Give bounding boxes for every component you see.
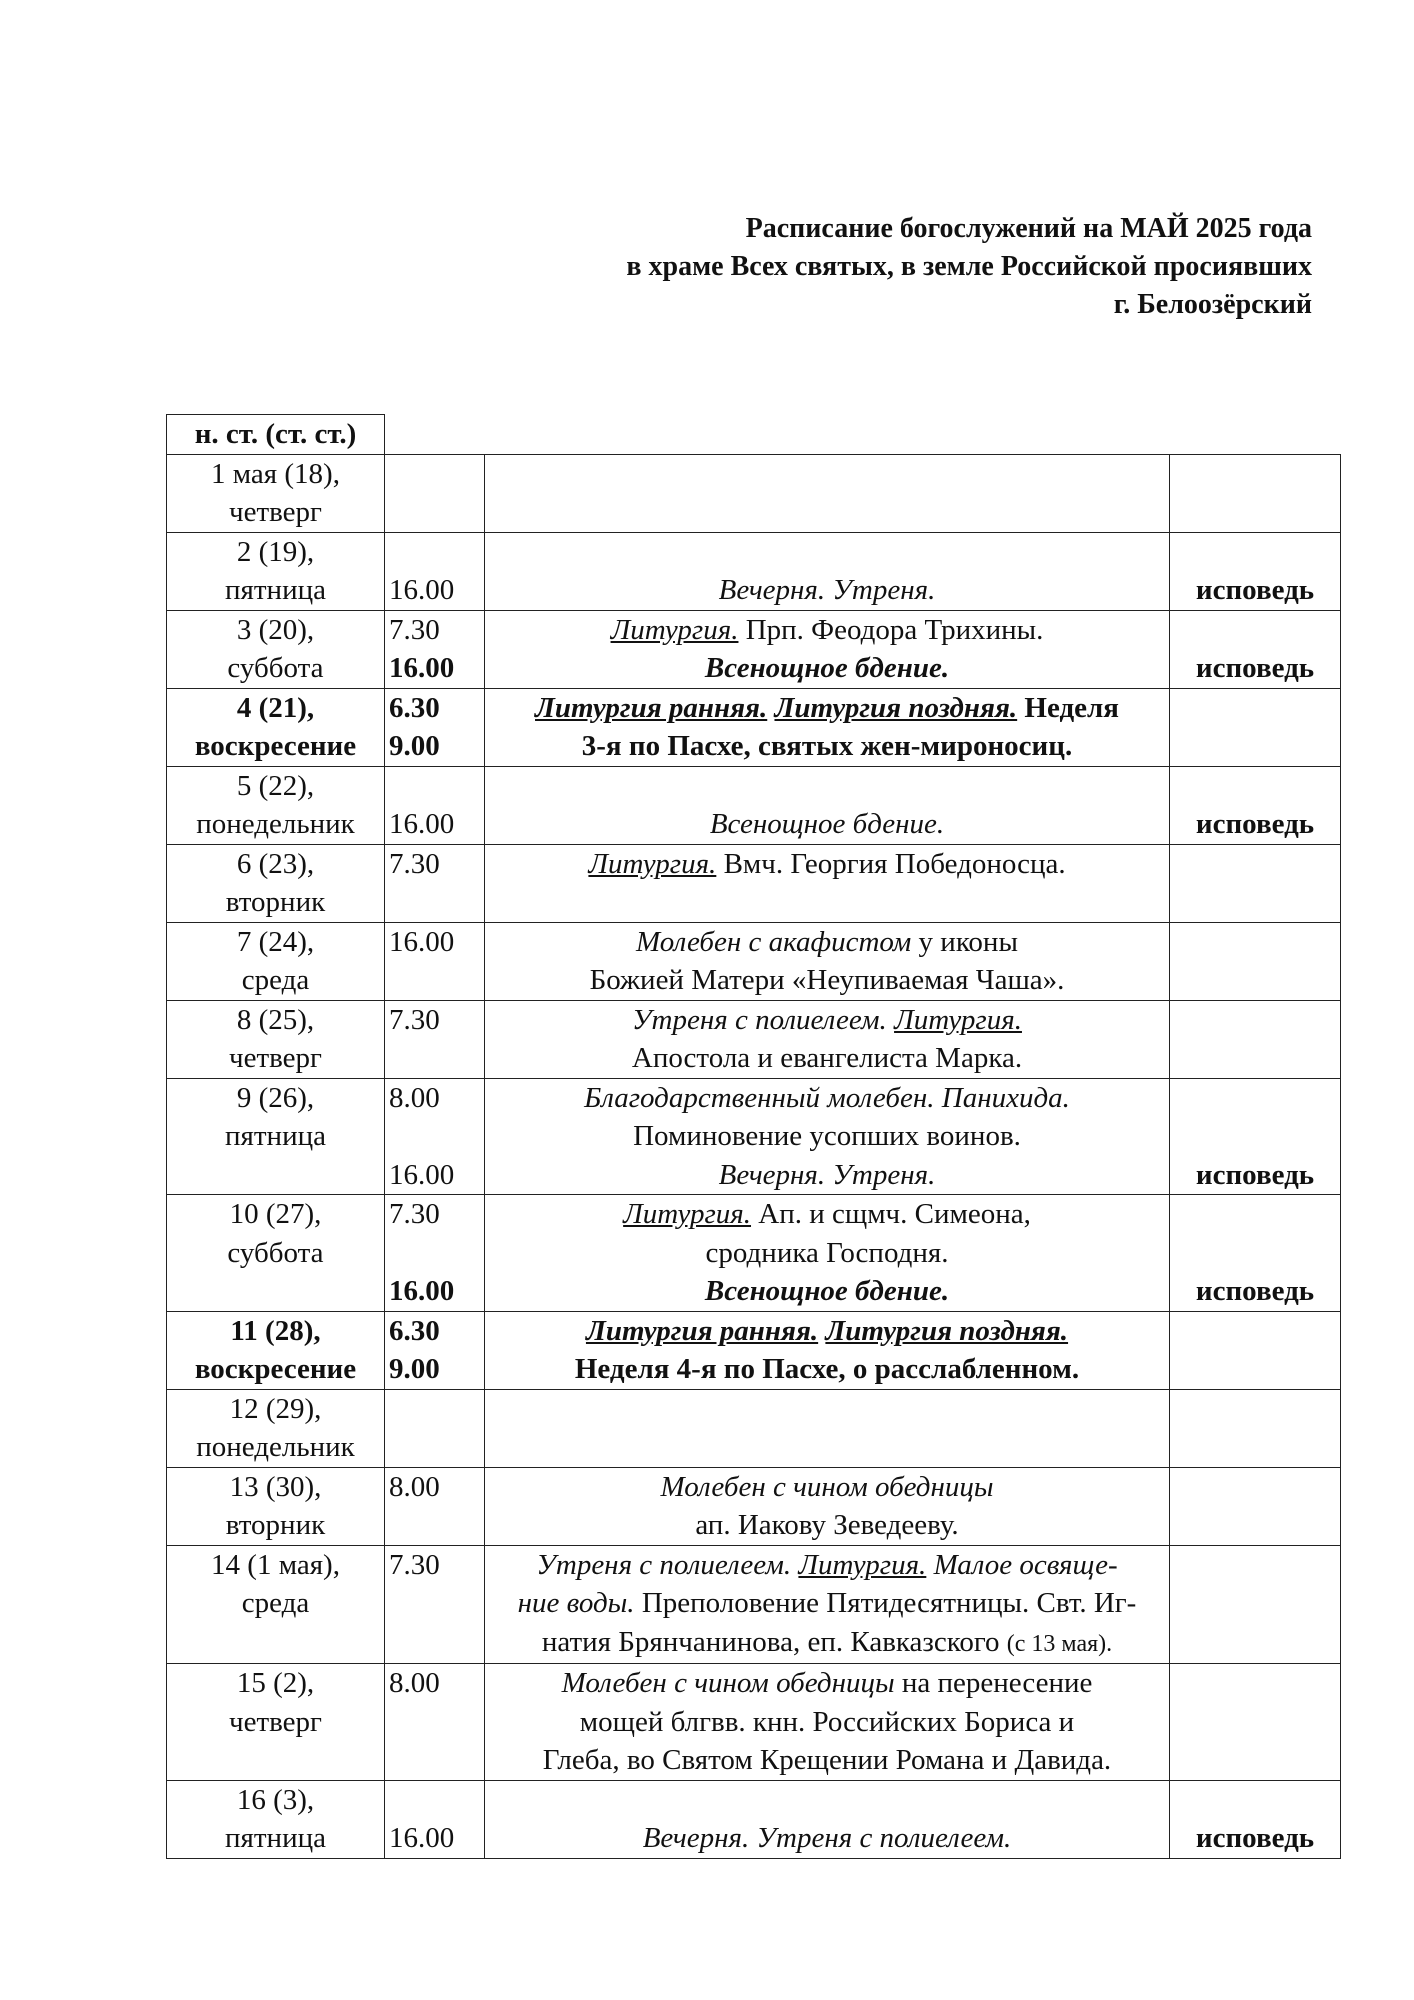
confession-cell [1170, 1311, 1341, 1389]
confession-cell: исповедь [1170, 1078, 1341, 1195]
date-cell: 15 (2), четверг [167, 1664, 385, 1781]
time-cell [385, 454, 485, 532]
time-cell: 7.30 [385, 1000, 485, 1078]
time-cell: 6.30 9.00 [385, 1311, 485, 1389]
table-header-row [167, 415, 1341, 455]
time-cell: 16.00 [385, 922, 485, 1000]
date-cell: 16 (3), пятница [167, 1780, 385, 1858]
confession-cell [1170, 454, 1341, 532]
service-cell [485, 454, 1170, 532]
service-cell: Молебен с чином обедницы на перенесение мощей блгвв. кнн. Российских Бориса и Глеба, во Святом Крещении Романа и Давида. [485, 1664, 1170, 1781]
service-cell: Вечерня. Утреня. [485, 532, 1170, 610]
service-cell: Молебен с акафистом у иконы Божией Матери «Неупиваемая Чаша». [485, 922, 1170, 1000]
date-cell: 2 (19), пятница [167, 532, 385, 610]
title-line-2: в храме Всех святых, в земле Российской просиявших [626, 251, 1312, 282]
table-row [167, 1195, 1341, 1312]
table-row [167, 532, 1341, 610]
confession-cell [1170, 844, 1341, 922]
confession-cell [1170, 1545, 1341, 1664]
table-row [167, 922, 1341, 1000]
table-row [167, 1780, 1341, 1858]
date-cell: 4 (21), воскресение [167, 688, 385, 766]
date-cell: 1 мая (18), четверг [167, 454, 385, 532]
service-cell: Литургия. Ап. и сщмч. Симеона, сродника Господня. Всенощное бдение. [485, 1195, 1170, 1312]
time-cell: 8.00 [385, 1467, 485, 1545]
confession-cell: исповедь [1170, 610, 1341, 688]
time-cell: 8.00 16.00 [385, 1078, 485, 1195]
confession-cell [1170, 1467, 1341, 1545]
table-row [167, 1467, 1341, 1545]
confession-cell [1170, 1664, 1341, 1781]
table-row [167, 766, 1341, 844]
service-cell: Утреня с полиелеем. Литургия. Малое освяще- ние воды. Преполовение Пятидесятницы. Свт. Иг- натия Брянчанинова, еп. Кавказского (с 13 мая). [485, 1545, 1170, 1664]
service-cell: Вечерня. Утреня с полиелеем. [485, 1780, 1170, 1858]
date-cell: 10 (27), суббота [167, 1195, 385, 1312]
table-row [167, 1545, 1341, 1664]
confession-cell [1170, 1000, 1341, 1078]
table-row [167, 1664, 1341, 1781]
table-row [167, 688, 1341, 766]
time-cell: 6.30 9.00 [385, 688, 485, 766]
service-cell: Литургия ранняя. Литургия поздняя. Неделя 4-я по Пасхе, о расслабленном. [485, 1311, 1170, 1389]
date-cell: 3 (20), суббота [167, 610, 385, 688]
confession-cell: исповедь [1170, 1195, 1341, 1312]
time-cell: 8.00 [385, 1664, 485, 1781]
table-row [167, 454, 1341, 532]
time-cell [385, 1389, 485, 1467]
column-header-date: н. ст. (ст. ст.) [167, 415, 385, 455]
confession-cell [1170, 922, 1341, 1000]
date-cell: 5 (22), понедельник [167, 766, 385, 844]
date-cell: 9 (26), пятница [167, 1078, 385, 1195]
service-cell: Литургия ранняя. Литургия поздняя. Неделя 3-я по Пасхе, святых жен-мироносиц. [485, 688, 1170, 766]
schedule-table [166, 414, 1341, 1859]
schedule-title [312, 210, 1312, 324]
service-cell: Литургия. Прп. Феодора Трихины. Всенощное бдение. [485, 610, 1170, 688]
table-row [167, 1311, 1341, 1389]
date-cell: 7 (24), среда [167, 922, 385, 1000]
confession-cell [1170, 688, 1341, 766]
confession-cell: исповедь [1170, 1780, 1341, 1858]
service-cell: Благодарственный молебен. Панихида. Поминовение усопших воинов. Вечерня. Утреня. [485, 1078, 1170, 1195]
service-cell: Всенощное бдение. [485, 766, 1170, 844]
time-cell: 7.30 16.00 [385, 610, 485, 688]
time-cell: 7.30 [385, 844, 485, 922]
time-cell: 16.00 [385, 1780, 485, 1858]
table-row [167, 844, 1341, 922]
date-cell: 13 (30), вторник [167, 1467, 385, 1545]
service-cell: Литургия. Вмч. Георгия Победоносца. [485, 844, 1170, 922]
time-cell: 16.00 [385, 766, 485, 844]
service-cell [485, 1389, 1170, 1467]
service-cell: Утреня с полиелеем. Литургия. Апостола и евангелиста Марка. [485, 1000, 1170, 1078]
time-cell: 7.30 [385, 1545, 485, 1664]
date-cell: 8 (25), четверг [167, 1000, 385, 1078]
table-row [167, 1000, 1341, 1078]
date-cell: 12 (29), понедельник [167, 1389, 385, 1467]
time-cell: 16.00 [385, 532, 485, 610]
date-cell: 14 (1 мая), среда [167, 1545, 385, 1664]
date-cell: 11 (28), воскресение [167, 1311, 385, 1389]
table-row [167, 610, 1341, 688]
time-cell: 7.30 16.00 [385, 1195, 485, 1312]
service-cell: Молебен с чином обедницы ап. Иакову Зеведееву. [485, 1467, 1170, 1545]
table-row [167, 1078, 1341, 1195]
confession-cell: исповедь [1170, 766, 1341, 844]
confession-cell [1170, 1389, 1341, 1467]
date-cell: 6 (23), вторник [167, 844, 385, 922]
title-line-3: г. Белоозёрский [1113, 289, 1312, 320]
title-line-1: Расписание богослужений на МАЙ 2025 года [745, 213, 1312, 244]
table-row [167, 1389, 1341, 1467]
confession-cell: исповедь [1170, 532, 1341, 610]
